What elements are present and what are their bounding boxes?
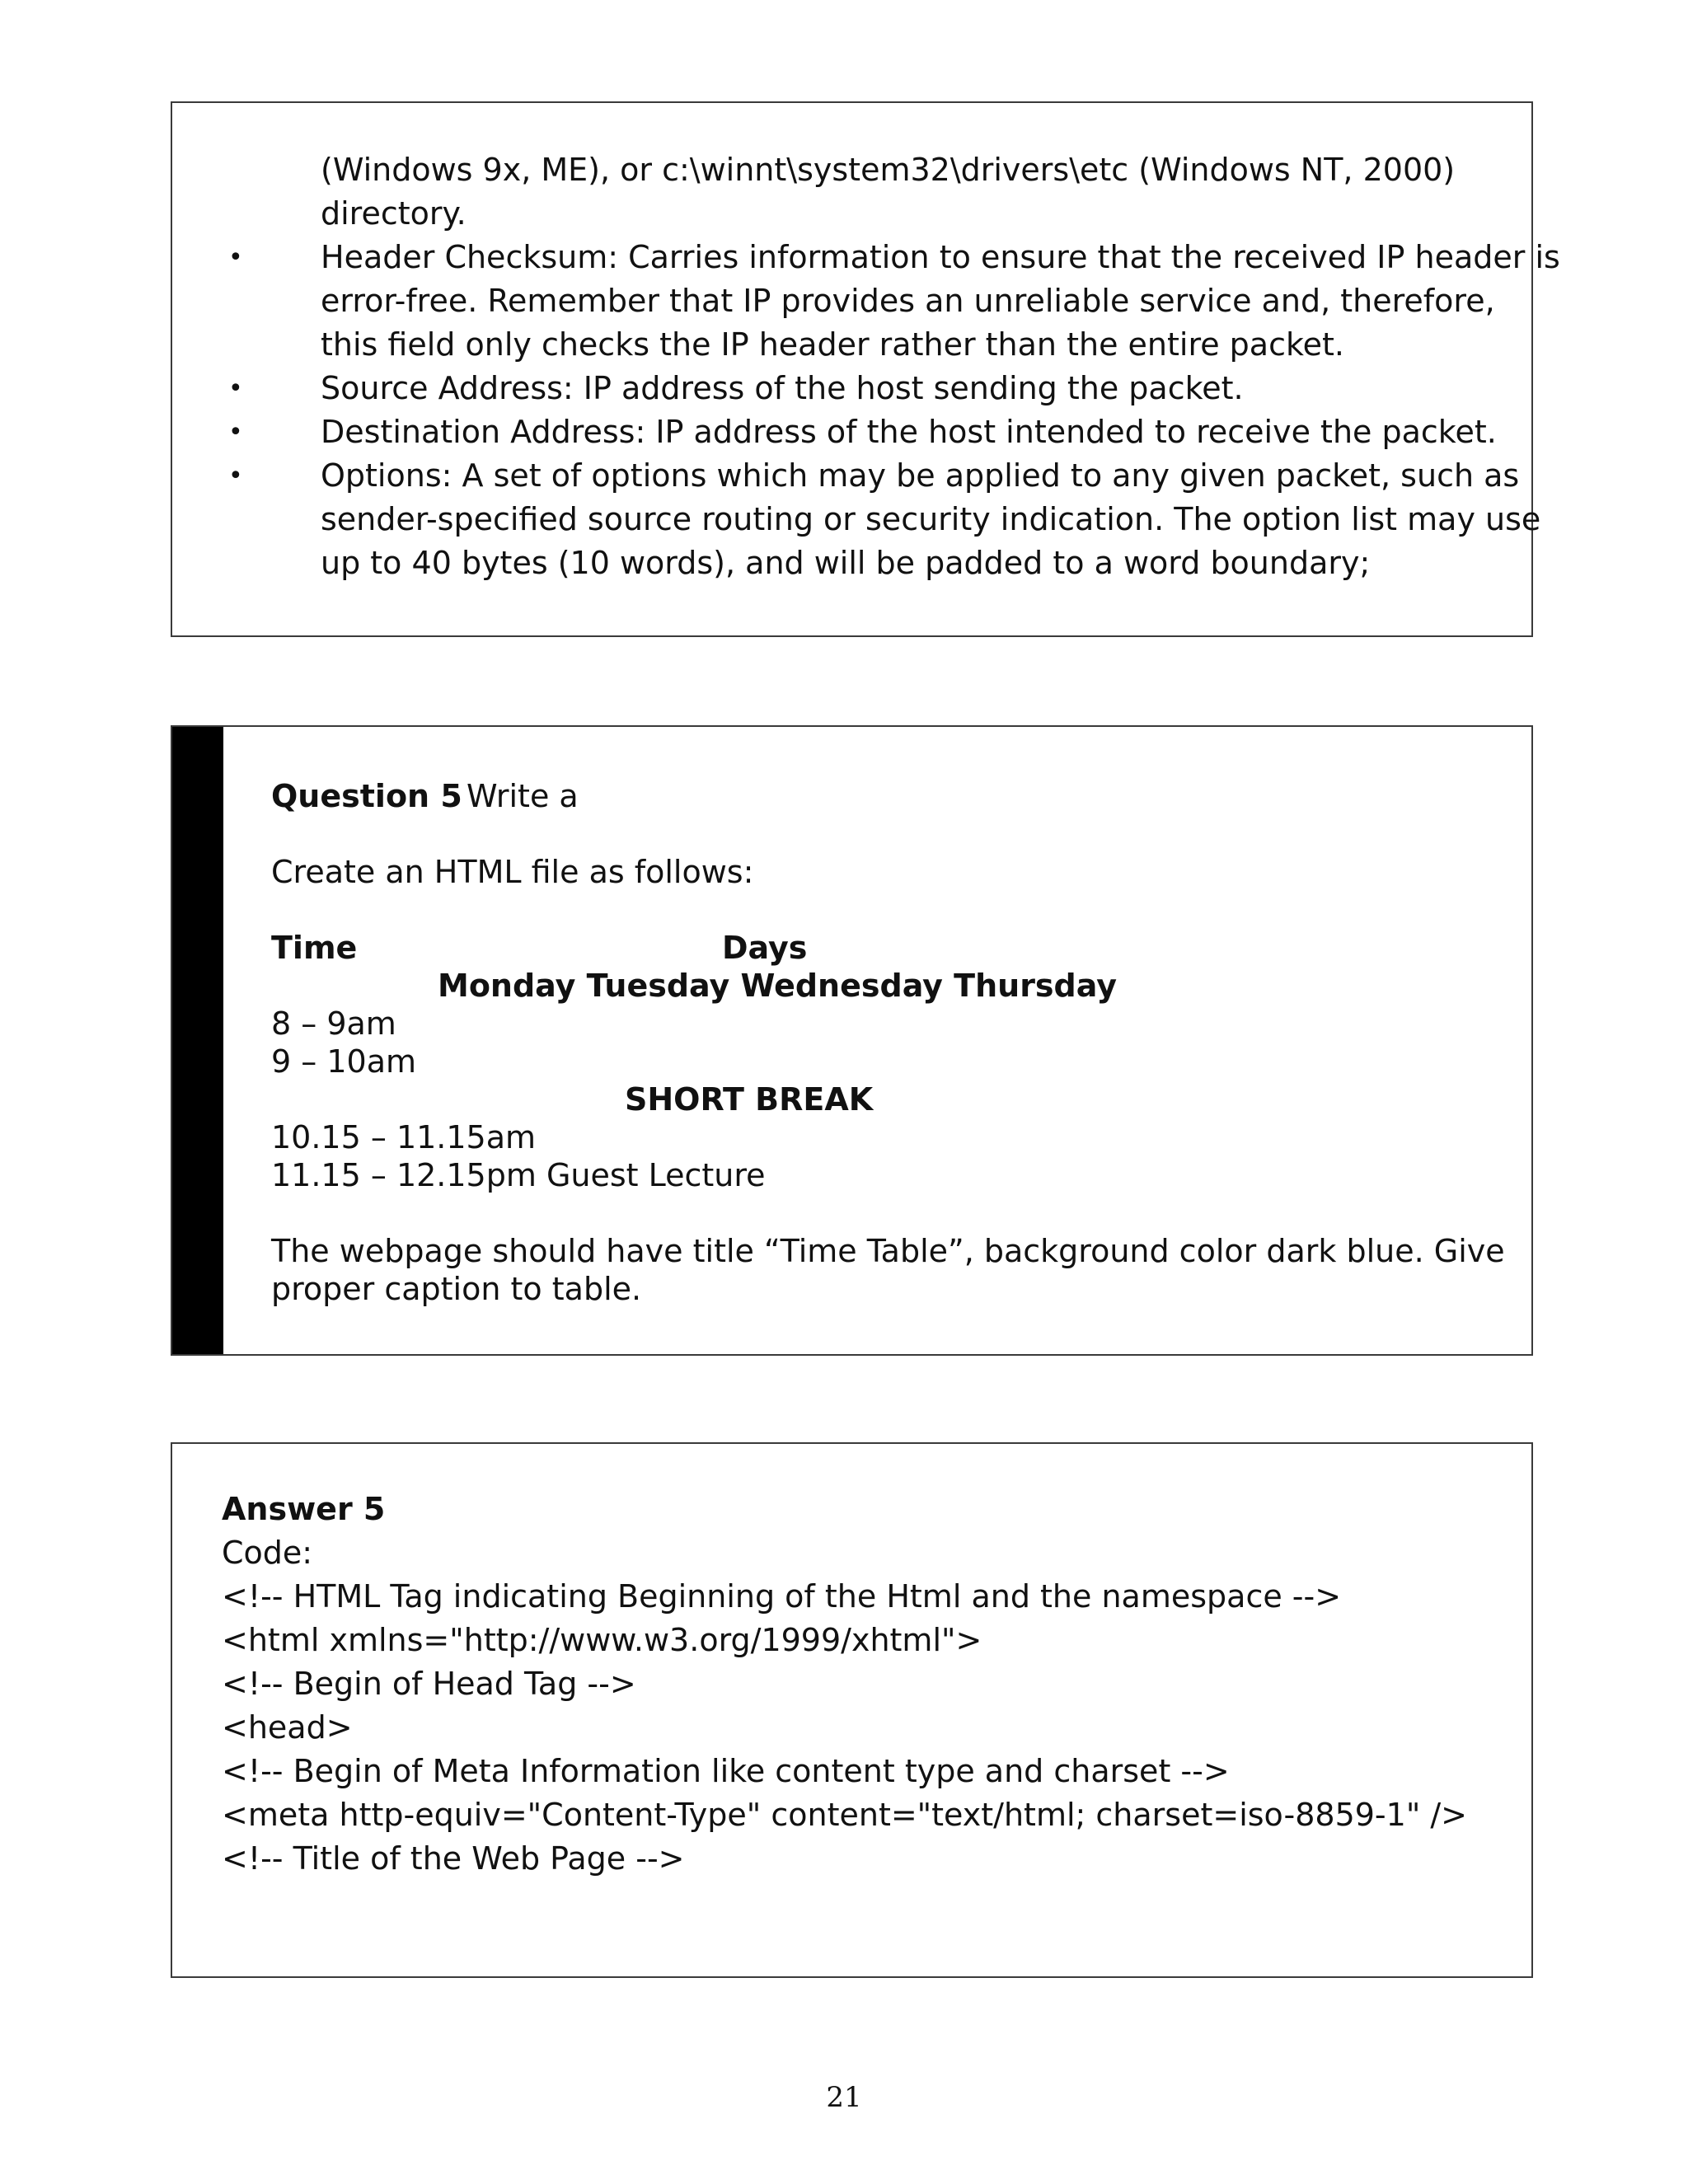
code-line: <!-- Begin of Meta Information like content type and charset -->: [222, 1753, 1230, 1789]
table-row: 8 – 9am: [271, 1005, 396, 1042]
text-line: Options: A set of options which may be applied to any given packet, such as: [321, 457, 1520, 494]
code-line: <head>: [222, 1709, 353, 1746]
text-line: Header Checksum: Carries information to ensure that the received IP header is: [321, 239, 1560, 275]
text-line: sender-specified source routing or security indication. The option list may use: [321, 501, 1541, 537]
ip-header-fields-box: [171, 101, 1560, 637]
answer-box: [171, 1442, 1533, 1978]
answer-label: Answer 5: [222, 1491, 386, 1527]
question-instruction-line: The webpage should have title “Time Table”, background color dark blue. Give: [271, 1233, 1505, 1269]
text-line: up to 40 bytes (10 words), and will be padded to a word boundary;: [321, 545, 1371, 581]
bullet-icon: •: [228, 462, 243, 490]
text-line: directory.: [321, 195, 467, 232]
code-line: <!-- Begin of Head Tag -->: [222, 1666, 636, 1702]
code-line: <meta http-equiv="Content-Type" content="text/html; charset=iso-8859-1" />: [222, 1797, 1468, 1833]
text-line: error-free. Remember that IP provides an unreliable service and, therefore,: [321, 283, 1495, 319]
bullet-icon: •: [228, 243, 243, 272]
question-label: Question 5: [271, 778, 462, 814]
question-sidebar-bar: [172, 727, 223, 1354]
question-prompt: Write a: [467, 778, 579, 814]
text-line: Destination Address: IP address of the host intended to receive the packet.: [321, 414, 1497, 450]
question-instruction-line: proper caption to table.: [271, 1271, 642, 1307]
table-days-row: Monday Tuesday Wednesday Thursday: [438, 968, 1117, 1004]
question-box: [171, 725, 1533, 1356]
table-row: 9 – 10am: [271, 1043, 416, 1080]
page-number: 21: [826, 2081, 862, 2114]
text-line: (Windows 9x, ME), or c:\winnt\system32\drivers\etc (Windows NT, 2000): [321, 152, 1456, 188]
bullet-icon: •: [228, 374, 243, 403]
code-line: <!-- HTML Tag indicating Beginning of the Html and the namespace -->: [222, 1578, 1342, 1615]
table-row: 10.15 – 11.15am: [271, 1119, 537, 1155]
code-label: Code:: [222, 1535, 313, 1571]
text-line: this field only checks the IP header rather than the entire packet.: [321, 326, 1344, 363]
code-line: <!-- Title of the Web Page -->: [222, 1840, 685, 1877]
table-days-header: Days: [722, 930, 808, 966]
question-intro: Create an HTML file as follows:: [271, 854, 754, 890]
bullet-icon: •: [228, 418, 243, 447]
table-break-row: SHORT BREAK: [625, 1081, 874, 1118]
code-line: <html xmlns="http://www.w3.org/1999/xhtml">: [222, 1622, 982, 1658]
table-row: 11.15 – 12.15pm Guest Lecture: [271, 1157, 766, 1193]
table-time-header: Time: [271, 930, 358, 966]
text-line: Source Address: IP address of the host sending the packet.: [321, 370, 1244, 406]
